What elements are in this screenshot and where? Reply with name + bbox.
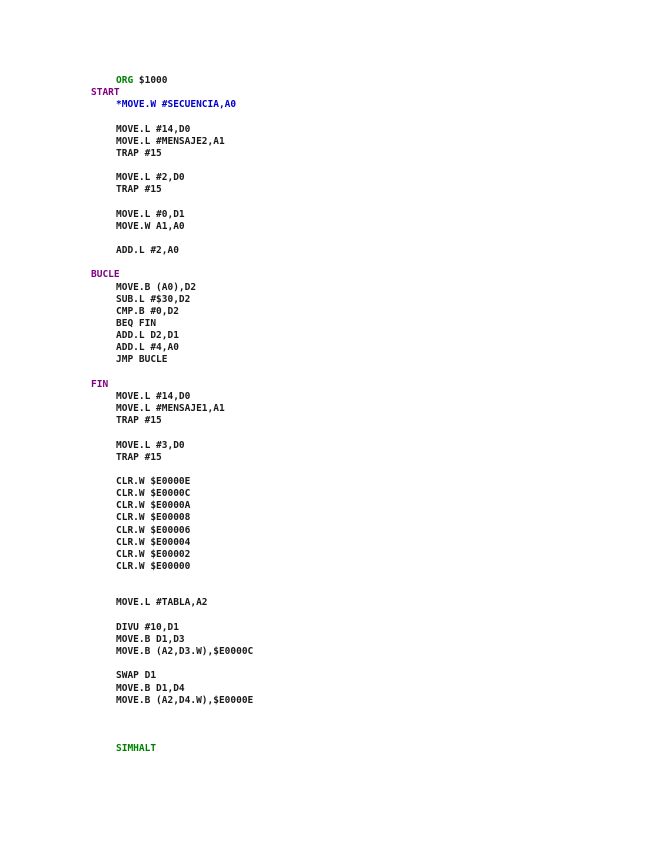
code-instruction: MOVE.B (A2,D3.W),$E0000C (116, 646, 254, 658)
code-instruction: ADD.L #4,A0 (116, 342, 179, 354)
code-instruction: SUB.L #$30,D2 (116, 293, 191, 305)
directive-line (116, 75, 168, 87)
code-label: START (91, 87, 120, 99)
code-instruction: ADD.L #2,A0 (116, 245, 179, 257)
code-comment: *MOVE.W #SECUENCIA,A0 (116, 99, 237, 111)
code-instruction: MOVE.L #2,D0 (116, 172, 185, 184)
code-instruction: MOVE.L #TABLA,A2 (116, 597, 208, 609)
code-instruction: MOVE.B D1,D3 (116, 633, 185, 645)
code-instruction: MOVE.L #14,D0 (116, 123, 191, 135)
directive-op: SIMHALT (116, 743, 157, 755)
code-instruction: BEQ FIN (116, 318, 157, 329)
code-instruction: CLR.W $E00004 (116, 536, 191, 548)
code-label: FIN (91, 378, 109, 390)
code-instruction: MOVE.L #14,D0 (116, 390, 191, 402)
directive-op: ORG (116, 75, 134, 86)
code-instruction: MOVE.L #MENSAJE1,A1 (116, 403, 225, 415)
code-instruction: CLR.W $E0000A (116, 500, 191, 512)
code-instruction: MOVE.W A1,A0 (116, 220, 185, 232)
code-instruction: TRAP #15 (116, 147, 162, 159)
code-instruction: CLR.W $E0000E (116, 475, 191, 487)
code-instruction: CMP.B #0,D2 (116, 305, 179, 317)
directive-line (116, 743, 156, 755)
code-instruction: ADD.L D2,D1 (116, 330, 179, 342)
code-instruction: TRAP #15 (116, 451, 162, 463)
code-instruction: TRAP #15 (116, 184, 162, 196)
code-instruction: MOVE.B D1,D4 (116, 682, 185, 694)
code-instruction: CLR.W $E00002 (116, 548, 191, 560)
code-instruction: JMP BUCLE (116, 354, 168, 366)
code-instruction: CLR.W $E00000 (116, 561, 191, 572)
code-instruction: MOVE.B (A0),D2 (116, 281, 197, 293)
code-label: BUCLE (91, 269, 120, 281)
code-instruction: MOVE.L #3,D0 (116, 439, 185, 451)
code-instruction: MOVE.L #0,D1 (116, 208, 185, 220)
code-instruction: TRAP #15 (116, 415, 162, 427)
code-instruction: MOVE.L #MENSAJE2,A1 (116, 135, 225, 147)
directive-arg: $1000 (133, 75, 168, 86)
code-instruction: DIVU #10,D1 (116, 621, 179, 633)
code-instruction: SWAP D1 (116, 670, 157, 682)
code-instruction: MOVE.B (A2,D4.W),$E0000E (116, 694, 254, 706)
code-instruction: CLR.W $E00008 (116, 512, 191, 524)
code-instruction: CLR.W $E00006 (116, 524, 191, 536)
code-instruction: CLR.W $E0000C (116, 488, 191, 500)
